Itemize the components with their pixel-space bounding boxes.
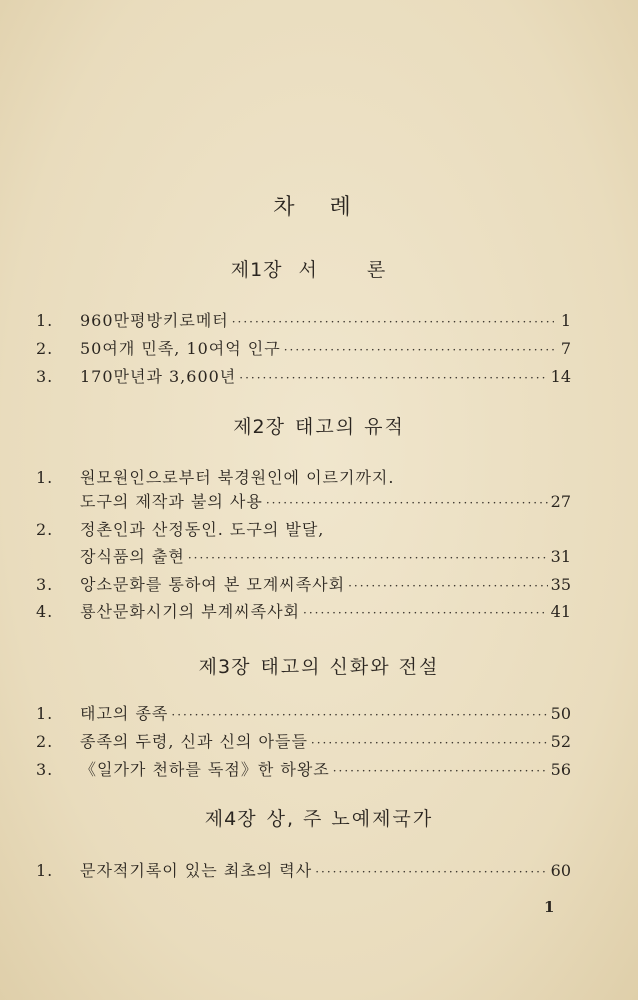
toc-entry[interactable] (36, 338, 571, 361)
entry-text: 룡산문화시기의 부계씨족사회 (80, 602, 301, 621)
chapter-2-heading (0, 412, 638, 439)
entry-text: 170만년과 3,600년 (80, 367, 237, 386)
entry-number: 3. (36, 575, 54, 594)
chapter-1-heading (0, 255, 638, 282)
leader-dots (232, 311, 554, 333)
entry-page: 7 (560, 339, 571, 358)
entry-page: 1 (560, 311, 571, 330)
entry-number: 1. (36, 468, 54, 487)
entry-text: 앙소문화를 통하여 본 모계씨족사회 (80, 575, 346, 594)
leader-dots (239, 367, 547, 389)
entry-text: 도구의 제작과 불의 사용 (80, 492, 263, 511)
chapter-number: 제4장 (204, 808, 257, 830)
entry-text: 《일가가 천하를 독점》한 하왕조 (80, 760, 330, 779)
toc-entry[interactable] (36, 601, 571, 624)
leader-dots (188, 547, 548, 569)
toc-entry[interactable] (80, 546, 571, 569)
leader-dots (315, 861, 547, 883)
chapter-4-heading (0, 804, 638, 831)
toc-entry[interactable] (36, 703, 571, 726)
chapter-3-heading (0, 652, 638, 679)
entry-number: 2. (36, 520, 54, 539)
entry-text: 태고의 종족 (80, 704, 169, 723)
entry-page: 27 (550, 492, 571, 511)
contents-title: 차 례 (273, 195, 365, 220)
leader-dots (311, 732, 548, 754)
entry-page: 41 (550, 602, 571, 621)
toc-entry[interactable] (36, 366, 571, 389)
leader-dots (171, 704, 547, 726)
entry-number: 2. (36, 732, 54, 751)
entry-number: 1. (36, 311, 54, 330)
entry-number: 3. (36, 367, 54, 386)
entry-number: 1. (36, 861, 54, 880)
entry-page: 60 (550, 861, 571, 880)
entry-page: 50 (550, 704, 571, 723)
chapter-number: 제2장 (233, 416, 285, 438)
leader-dots (284, 339, 554, 361)
entry-text: 종족의 두령, 신과 신의 아들들 (80, 732, 308, 751)
entry-text: 50여개 민족, 10여억 인구 (80, 339, 281, 358)
toc-entry[interactable] (36, 310, 571, 333)
entry-page: 14 (550, 367, 571, 386)
entry-text: 문자적기록이 있는 최초의 력사 (80, 861, 313, 880)
chapter-number: 제1장 (230, 259, 283, 281)
toc-entry[interactable] (36, 860, 571, 883)
chapter-title: 상, 주 노예제국가 (266, 808, 434, 830)
toc-entry[interactable] (36, 574, 571, 597)
page-number: 1 (544, 898, 555, 916)
entry-text: 원모원인으로부터 북경원인에 이르기까지. (80, 468, 395, 487)
leader-dots (348, 575, 548, 597)
toc-entry[interactable] (36, 519, 571, 541)
entry-page: 56 (550, 760, 571, 779)
entry-page: 52 (550, 732, 571, 751)
entry-page: 35 (550, 575, 571, 594)
toc-entry[interactable] (80, 491, 571, 514)
toc-entry[interactable] (36, 731, 571, 754)
entry-text: 장식품의 출현 (80, 547, 185, 566)
toc-entry[interactable] (36, 467, 571, 489)
entry-number: 3. (36, 760, 54, 779)
leader-dots (266, 492, 548, 514)
entry-page: 31 (550, 547, 571, 566)
entry-text: 960만평방키로메터 (80, 311, 229, 330)
chapter-number: 제3장 (198, 656, 251, 678)
entry-number: 4. (36, 602, 54, 621)
entry-text: 정촌인과 산정동인. 도구의 발달, (80, 520, 325, 539)
leader-dots (333, 760, 548, 782)
entry-number: 1. (36, 704, 54, 723)
chapter-title: 태고의 신화와 전설 (260, 656, 440, 678)
chapter-title: 서 론 (298, 259, 408, 281)
chapter-title: 태고의 유적 (294, 416, 405, 438)
leader-dots (303, 602, 548, 624)
toc-entry[interactable] (36, 759, 571, 782)
entry-number: 2. (36, 339, 54, 358)
